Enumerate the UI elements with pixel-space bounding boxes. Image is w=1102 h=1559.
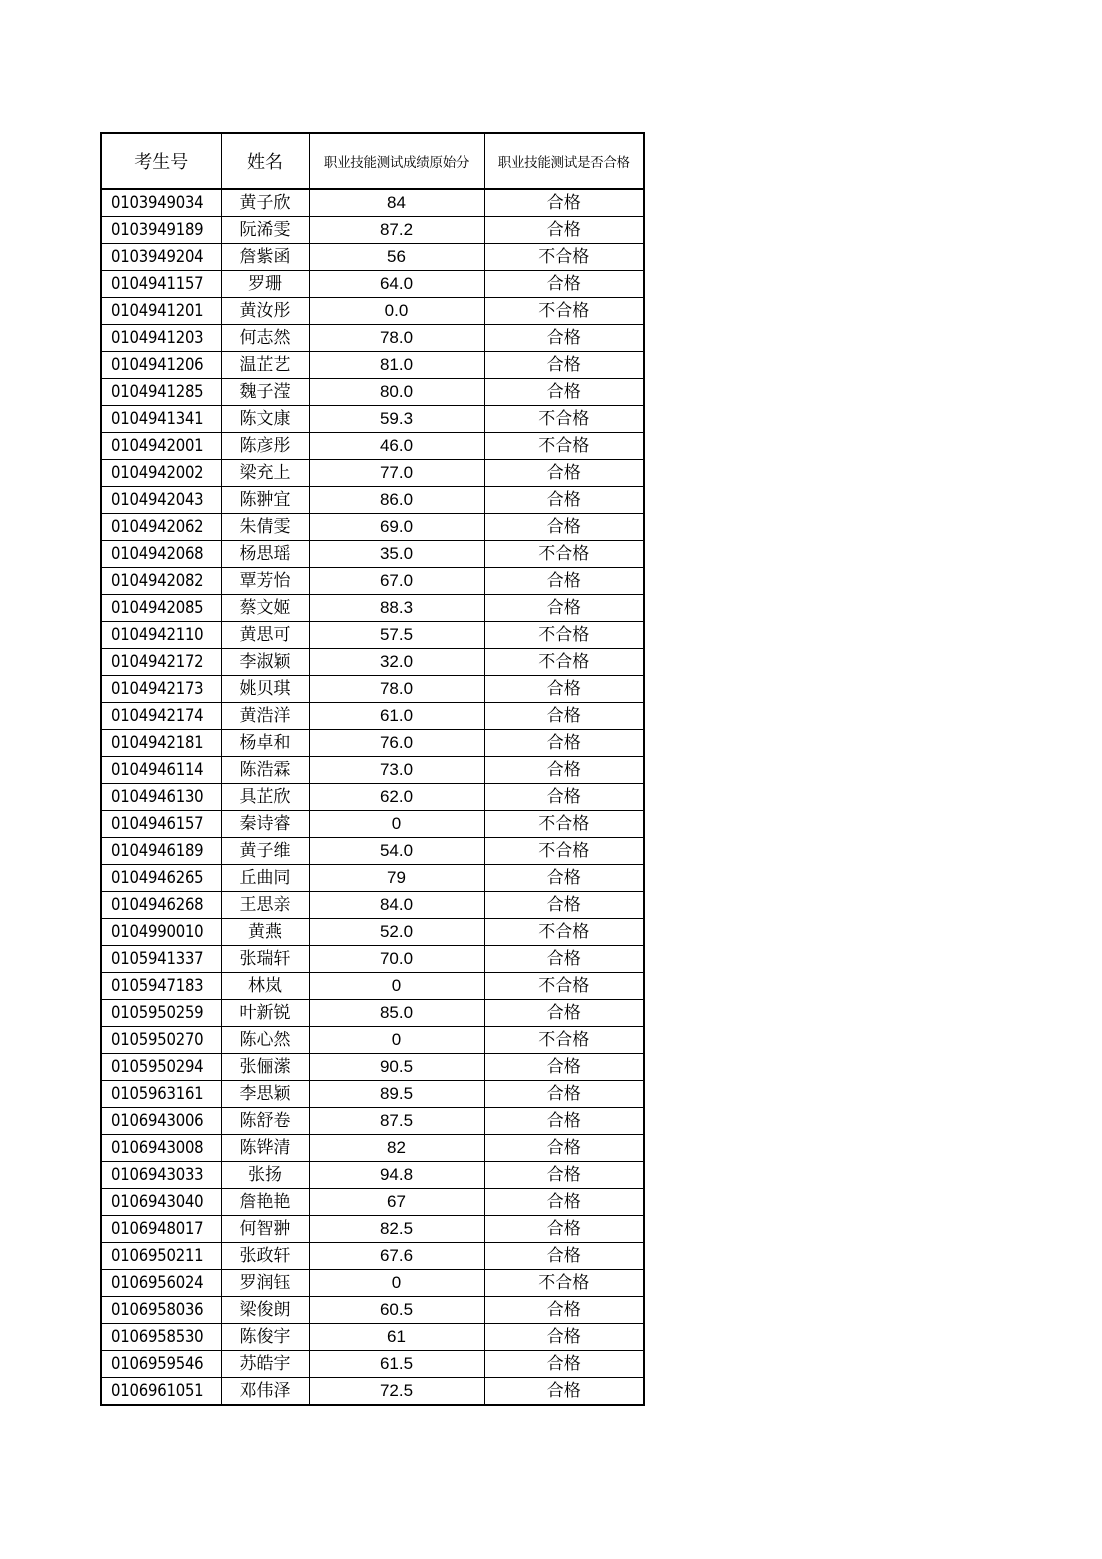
- pass-status-cell: 不合格: [484, 622, 644, 649]
- raw-score-cell: 62.0: [309, 784, 484, 811]
- table-row: [101, 1297, 644, 1324]
- candidate-id-cell: 0103949034: [101, 189, 221, 217]
- pass-status-cell: 不合格: [484, 919, 644, 946]
- pass-status-cell: 合格: [484, 676, 644, 703]
- raw-score-cell: 67.0: [309, 568, 484, 595]
- name-cell: 林岚: [221, 973, 309, 1000]
- name-cell: 秦诗睿: [221, 811, 309, 838]
- raw-score-cell: 80.0: [309, 379, 484, 406]
- raw-score-cell: 35.0: [309, 541, 484, 568]
- pass-status-cell: 不合格: [484, 406, 644, 433]
- pass-status-cell: 合格: [484, 892, 644, 919]
- candidate-id-cell: 0104942110: [101, 622, 221, 649]
- raw-score-cell: 61: [309, 1324, 484, 1351]
- raw-score-cell: 70.0: [309, 946, 484, 973]
- pass-status-cell: 合格: [484, 703, 644, 730]
- candidate-id-cell: 0104942043: [101, 487, 221, 514]
- candidate-id-cell: 0104946189: [101, 838, 221, 865]
- candidate-id-cell: 0105941337: [101, 946, 221, 973]
- name-cell: 姚贝琪: [221, 676, 309, 703]
- table-row: [101, 1081, 644, 1108]
- name-cell: 何智翀: [221, 1216, 309, 1243]
- pass-status-cell: 合格: [484, 352, 644, 379]
- candidate-id-cell: 0106948017: [101, 1216, 221, 1243]
- raw-score-cell: 89.5: [309, 1081, 484, 1108]
- raw-score-cell: 32.0: [309, 649, 484, 676]
- candidate-id-cell: 0104942082: [101, 568, 221, 595]
- header-candidate-id: 考生号: [101, 133, 221, 189]
- name-cell: 梁俊朗: [221, 1297, 309, 1324]
- table-row: [101, 1216, 644, 1243]
- raw-score-cell: 0.0: [309, 298, 484, 325]
- pass-status-cell: 合格: [484, 514, 644, 541]
- pass-status-cell: 合格: [484, 217, 644, 244]
- candidate-id-cell: 0106943008: [101, 1135, 221, 1162]
- table-row: [101, 406, 644, 433]
- candidate-id-cell: 0104990010: [101, 919, 221, 946]
- candidate-id-cell: 0106958530: [101, 1324, 221, 1351]
- name-cell: 具芷欣: [221, 784, 309, 811]
- name-cell: 黄子欣: [221, 189, 309, 217]
- name-cell: 张扬: [221, 1162, 309, 1189]
- table-row: [101, 325, 644, 352]
- table-row: [101, 541, 644, 568]
- pass-status-cell: 不合格: [484, 298, 644, 325]
- name-cell: 李思颖: [221, 1081, 309, 1108]
- pass-status-cell: 合格: [484, 271, 644, 298]
- pass-status-cell: 合格: [484, 487, 644, 514]
- raw-score-cell: 88.3: [309, 595, 484, 622]
- candidate-id-cell: 0106943033: [101, 1162, 221, 1189]
- table-row: [101, 271, 644, 298]
- raw-score-cell: 67.6: [309, 1243, 484, 1270]
- name-cell: 黄浩洋: [221, 703, 309, 730]
- candidate-id-cell: 0104942174: [101, 703, 221, 730]
- raw-score-cell: 52.0: [309, 919, 484, 946]
- name-cell: 张政轩: [221, 1243, 309, 1270]
- raw-score-cell: 46.0: [309, 433, 484, 460]
- pass-status-cell: 合格: [484, 1081, 644, 1108]
- table-row: [101, 811, 644, 838]
- candidate-id-cell: 0106950211: [101, 1243, 221, 1270]
- raw-score-cell: 64.0: [309, 271, 484, 298]
- candidate-id-cell: 0104942181: [101, 730, 221, 757]
- table-row: [101, 892, 644, 919]
- candidate-id-cell: 0104942173: [101, 676, 221, 703]
- pass-status-cell: 不合格: [484, 649, 644, 676]
- candidate-id-cell: 0104941206: [101, 352, 221, 379]
- candidate-id-cell: 0104942002: [101, 460, 221, 487]
- name-cell: 罗润钰: [221, 1270, 309, 1297]
- candidate-id-cell: 0106943006: [101, 1108, 221, 1135]
- name-cell: 杨卓和: [221, 730, 309, 757]
- candidate-id-cell: 0103949189: [101, 217, 221, 244]
- table-row: [101, 379, 644, 406]
- raw-score-cell: 57.5: [309, 622, 484, 649]
- pass-status-cell: 合格: [484, 189, 644, 217]
- raw-score-cell: 69.0: [309, 514, 484, 541]
- name-cell: 邓伟泽: [221, 1378, 309, 1406]
- candidate-id-cell: 0104941201: [101, 298, 221, 325]
- pass-status-cell: 合格: [484, 757, 644, 784]
- name-cell: 张俪潆: [221, 1054, 309, 1081]
- pass-status-cell: 合格: [484, 1378, 644, 1406]
- pass-status-cell: 合格: [484, 379, 644, 406]
- name-cell: 陈文康: [221, 406, 309, 433]
- table-row: [101, 1324, 644, 1351]
- table-row: [101, 865, 644, 892]
- name-cell: 朱倩雯: [221, 514, 309, 541]
- table-row: [101, 514, 644, 541]
- table-row: [101, 1162, 644, 1189]
- name-cell: 苏皓宇: [221, 1351, 309, 1378]
- header-pass-status: 职业技能测试是否合格: [484, 133, 644, 189]
- pass-status-cell: 不合格: [484, 541, 644, 568]
- table-row: [101, 730, 644, 757]
- table-row: [101, 649, 644, 676]
- header-row: [101, 133, 644, 189]
- candidate-id-cell: 0105947183: [101, 973, 221, 1000]
- candidate-id-cell: 0105950294: [101, 1054, 221, 1081]
- table-header: [101, 133, 644, 189]
- raw-score-cell: 0: [309, 811, 484, 838]
- candidate-id-cell: 0104942001: [101, 433, 221, 460]
- pass-status-cell: 合格: [484, 1216, 644, 1243]
- pass-status-cell: 不合格: [484, 433, 644, 460]
- name-cell: 陈心然: [221, 1027, 309, 1054]
- name-cell: 陈舒卷: [221, 1108, 309, 1135]
- name-cell: 黄思可: [221, 622, 309, 649]
- candidate-id-cell: 0104942068: [101, 541, 221, 568]
- name-cell: 温芷艺: [221, 352, 309, 379]
- raw-score-cell: 0: [309, 973, 484, 1000]
- candidate-id-cell: 0104946268: [101, 892, 221, 919]
- table-row: [101, 1135, 644, 1162]
- name-cell: 阮浠雯: [221, 217, 309, 244]
- raw-score-cell: 82.5: [309, 1216, 484, 1243]
- table-row: [101, 244, 644, 271]
- candidate-id-cell: 0104942172: [101, 649, 221, 676]
- name-cell: 陈俊宇: [221, 1324, 309, 1351]
- table-row: [101, 784, 644, 811]
- table-row: [101, 838, 644, 865]
- raw-score-cell: 82: [309, 1135, 484, 1162]
- table-row: [101, 1378, 644, 1406]
- table-row: [101, 622, 644, 649]
- candidate-id-cell: 0104946157: [101, 811, 221, 838]
- name-cell: 陈浩霖: [221, 757, 309, 784]
- raw-score-cell: 79: [309, 865, 484, 892]
- pass-status-cell: 合格: [484, 1054, 644, 1081]
- raw-score-cell: 84: [309, 189, 484, 217]
- pass-status-cell: 合格: [484, 1189, 644, 1216]
- candidate-id-cell: 0104941341: [101, 406, 221, 433]
- pass-status-cell: 合格: [484, 1108, 644, 1135]
- raw-score-cell: 77.0: [309, 460, 484, 487]
- table-row: [101, 1243, 644, 1270]
- name-cell: 詹艳艳: [221, 1189, 309, 1216]
- pass-status-cell: 合格: [484, 946, 644, 973]
- candidate-id-cell: 0105963161: [101, 1081, 221, 1108]
- raw-score-cell: 61.5: [309, 1351, 484, 1378]
- name-cell: 魏子滢: [221, 379, 309, 406]
- table-row: [101, 1000, 644, 1027]
- table-row: [101, 1054, 644, 1081]
- header-raw-score: 职业技能测试成绩原始分: [309, 133, 484, 189]
- table-body: [101, 189, 644, 1405]
- name-cell: 蔡文姬: [221, 595, 309, 622]
- table-row: [101, 919, 644, 946]
- pass-status-cell: 合格: [484, 1243, 644, 1270]
- raw-score-cell: 87.2: [309, 217, 484, 244]
- table-row: [101, 298, 644, 325]
- candidate-id-cell: 0103949204: [101, 244, 221, 271]
- pass-status-cell: 合格: [484, 865, 644, 892]
- raw-score-cell: 78.0: [309, 676, 484, 703]
- name-cell: 陈铧清: [221, 1135, 309, 1162]
- candidate-id-cell: 0106958036: [101, 1297, 221, 1324]
- candidate-id-cell: 0106961051: [101, 1378, 221, 1406]
- name-cell: 梁充上: [221, 460, 309, 487]
- table-row: [101, 1270, 644, 1297]
- candidate-id-cell: 0104942085: [101, 595, 221, 622]
- raw-score-cell: 87.5: [309, 1108, 484, 1135]
- raw-score-cell: 81.0: [309, 352, 484, 379]
- candidate-id-cell: 0104941157: [101, 271, 221, 298]
- name-cell: 黄汝彤: [221, 298, 309, 325]
- table-row: [101, 676, 644, 703]
- raw-score-cell: 0: [309, 1270, 484, 1297]
- raw-score-cell: 76.0: [309, 730, 484, 757]
- table-row: [101, 460, 644, 487]
- raw-score-cell: 67: [309, 1189, 484, 1216]
- pass-status-cell: 合格: [484, 1135, 644, 1162]
- candidate-id-cell: 0106943040: [101, 1189, 221, 1216]
- name-cell: 陈翀宜: [221, 487, 309, 514]
- pass-status-cell: 合格: [484, 1351, 644, 1378]
- name-cell: 李淑颖: [221, 649, 309, 676]
- name-cell: 丘曲同: [221, 865, 309, 892]
- raw-score-cell: 78.0: [309, 325, 484, 352]
- table-row: [101, 973, 644, 1000]
- pass-status-cell: 合格: [484, 568, 644, 595]
- score-table: [100, 132, 645, 1406]
- candidate-id-cell: 0105950270: [101, 1027, 221, 1054]
- name-cell: 黄燕: [221, 919, 309, 946]
- pass-status-cell: 合格: [484, 595, 644, 622]
- header-name: 姓名: [221, 133, 309, 189]
- table-row: [101, 1108, 644, 1135]
- candidate-id-cell: 0106959546: [101, 1351, 221, 1378]
- raw-score-cell: 59.3: [309, 406, 484, 433]
- candidate-id-cell: 0104946265: [101, 865, 221, 892]
- pass-status-cell: 不合格: [484, 838, 644, 865]
- pass-status-cell: 合格: [484, 460, 644, 487]
- table-row: [101, 1189, 644, 1216]
- name-cell: 陈彦彤: [221, 433, 309, 460]
- candidate-id-cell: 0106956024: [101, 1270, 221, 1297]
- pass-status-cell: 合格: [484, 325, 644, 352]
- pass-status-cell: 不合格: [484, 811, 644, 838]
- raw-score-cell: 60.5: [309, 1297, 484, 1324]
- candidate-id-cell: 0104941285: [101, 379, 221, 406]
- raw-score-cell: 0: [309, 1027, 484, 1054]
- raw-score-cell: 61.0: [309, 703, 484, 730]
- table-row: [101, 1351, 644, 1378]
- raw-score-cell: 85.0: [309, 1000, 484, 1027]
- pass-status-cell: 合格: [484, 1162, 644, 1189]
- pass-status-cell: 合格: [484, 784, 644, 811]
- table-row: [101, 217, 644, 244]
- table-row: [101, 568, 644, 595]
- candidate-id-cell: 0105950259: [101, 1000, 221, 1027]
- table-row: [101, 433, 644, 460]
- raw-score-cell: 86.0: [309, 487, 484, 514]
- raw-score-cell: 54.0: [309, 838, 484, 865]
- candidate-id-cell: 0104946114: [101, 757, 221, 784]
- name-cell: 罗珊: [221, 271, 309, 298]
- raw-score-cell: 90.5: [309, 1054, 484, 1081]
- pass-status-cell: 不合格: [484, 973, 644, 1000]
- raw-score-cell: 56: [309, 244, 484, 271]
- candidate-id-cell: 0104946130: [101, 784, 221, 811]
- pass-status-cell: 合格: [484, 1000, 644, 1027]
- name-cell: 黄子维: [221, 838, 309, 865]
- pass-status-cell: 合格: [484, 1324, 644, 1351]
- pass-status-cell: 不合格: [484, 1027, 644, 1054]
- name-cell: 覃芳怡: [221, 568, 309, 595]
- name-cell: 张瑞轩: [221, 946, 309, 973]
- raw-score-cell: 72.5: [309, 1378, 484, 1406]
- name-cell: 王思亲: [221, 892, 309, 919]
- table-row: [101, 189, 644, 217]
- raw-score-cell: 73.0: [309, 757, 484, 784]
- table-row: [101, 757, 644, 784]
- table-row: [101, 487, 644, 514]
- name-cell: 叶新锐: [221, 1000, 309, 1027]
- pass-status-cell: 不合格: [484, 1270, 644, 1297]
- name-cell: 杨思瑶: [221, 541, 309, 568]
- candidate-id-cell: 0104942062: [101, 514, 221, 541]
- name-cell: 何志然: [221, 325, 309, 352]
- table-row: [101, 595, 644, 622]
- raw-score-cell: 84.0: [309, 892, 484, 919]
- table-row: [101, 946, 644, 973]
- name-cell: 詹紫函: [221, 244, 309, 271]
- candidate-id-cell: 0104941203: [101, 325, 221, 352]
- table-row: [101, 352, 644, 379]
- raw-score-cell: 94.8: [309, 1162, 484, 1189]
- table-row: [101, 1027, 644, 1054]
- pass-status-cell: 不合格: [484, 244, 644, 271]
- pass-status-cell: 合格: [484, 1297, 644, 1324]
- pass-status-cell: 合格: [484, 730, 644, 757]
- table-row: [101, 703, 644, 730]
